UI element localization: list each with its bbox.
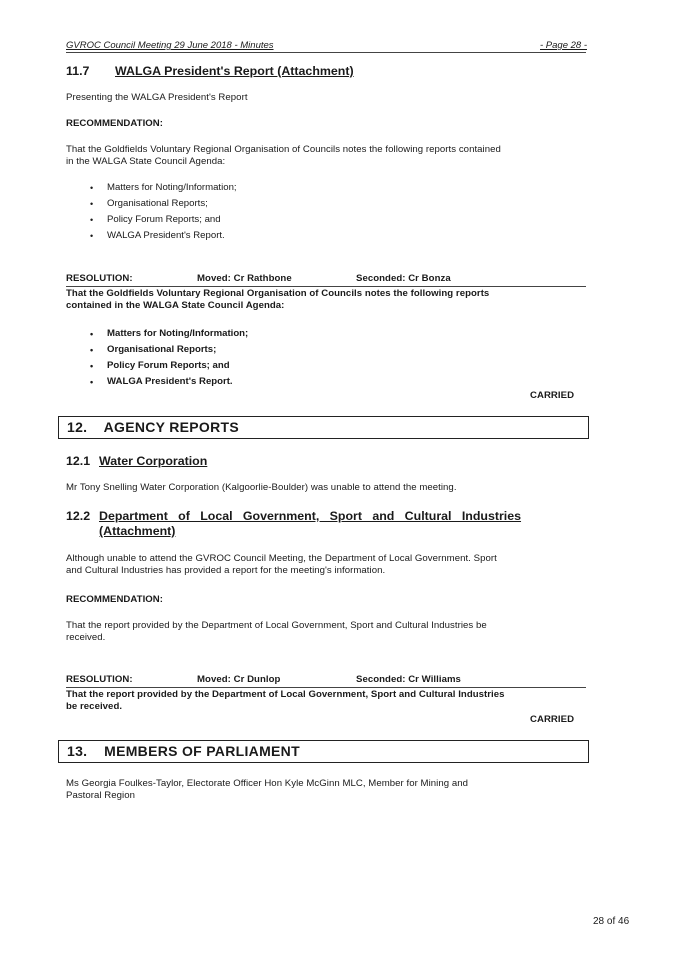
- list-item: • Matters for Noting/Information;: [90, 182, 237, 193]
- recommendation-text: That the Goldfields Voluntary Regional Organisation of Councils notes the following reports contained in the WALGA State Council Agenda:: [66, 144, 501, 167]
- seconded-by: Seconded: Cr Bonza: [356, 273, 451, 284]
- resolution-rule: [66, 687, 586, 688]
- section-11-7-title: WALGA President's Report (Attachment): [115, 64, 354, 78]
- list-item: • WALGA President's Report.: [90, 230, 225, 241]
- section-11-7-number: 11.7: [66, 64, 90, 78]
- seconded-by: Seconded: Cr Williams: [356, 674, 461, 685]
- running-header-right: - Page 28 -: [540, 40, 587, 51]
- list-item: • Matters for Noting/Information;: [90, 328, 249, 339]
- resolution-rule: [66, 286, 586, 287]
- resolution-label: RESOLUTION:: [66, 674, 133, 685]
- section-11-7-intro: Presenting the WALGA President's Report: [66, 92, 248, 103]
- resolution-text: That the Goldfields Voluntary Regional Organisation of Councils notes the following reports contained in the WALGA State Council Agenda:: [66, 288, 490, 311]
- moved-by: Moved: Cr Dunlop: [197, 674, 281, 685]
- running-header-left: GVROC Council Meeting 29 June 2018 - Minutes: [66, 40, 274, 51]
- section-12-1-text: Mr Tony Snelling Water Corporation (Kalgoorlie-Boulder) was unable to attend the meeting.: [66, 482, 457, 493]
- header-rule: [66, 52, 586, 53]
- section-12-2-text: Although unable to attend the GVROC Council Meeting, the Department of Local Government. Sport and Cultural Industries has provided a report for the meeting's information.: [66, 553, 497, 576]
- list-item: • Policy Forum Reports; and: [90, 214, 221, 225]
- carried-label: CARRIED: [530, 714, 575, 725]
- list-item: • Organisational Reports;: [90, 198, 208, 209]
- section-12-heading: 12. AGENCY REPORTS: [67, 419, 240, 435]
- section-12-2-title-line1: Department of Local Government, Sport and Cultural Industries: [99, 509, 522, 523]
- carried-label: CARRIED: [530, 390, 575, 401]
- resolution-label: RESOLUTION:: [66, 273, 133, 284]
- section-12-2-number: 12.2: [66, 509, 91, 523]
- moved-by: Moved: Cr Rathbone: [197, 273, 292, 284]
- list-item: • Policy Forum Reports; and: [90, 360, 230, 371]
- resolution-list: [90, 326, 390, 390]
- recommendation-text: That the report provided by the Department of Local Government, Sport and Cultural Industries be received.: [66, 620, 487, 643]
- section-12-1-title: Water Corporation: [99, 454, 208, 468]
- section-13-text: Ms Georgia Foulkes-Taylor, Electorate Officer Hon Kyle McGinn MLC, Member for Mining and Pastoral Region: [66, 778, 468, 801]
- recommendation-label: RECOMMENDATION:: [66, 594, 164, 605]
- section-12-1-number: 12.1: [66, 454, 91, 468]
- section-12-2-title-line2: (Attachment): [99, 524, 176, 538]
- list-item: • Organisational Reports;: [90, 344, 217, 355]
- recommendation-list: [90, 180, 390, 244]
- section-13-heading: 13. MEMBERS OF PARLIAMENT: [67, 743, 300, 759]
- resolution-text: That the report provided by the Department of Local Government, Sport and Cultural Industries be received.: [66, 689, 505, 712]
- list-item: • WALGA President's Report.: [90, 376, 233, 387]
- recommendation-label: RECOMMENDATION:: [66, 118, 164, 129]
- page-number: 28 of 46: [593, 916, 630, 927]
